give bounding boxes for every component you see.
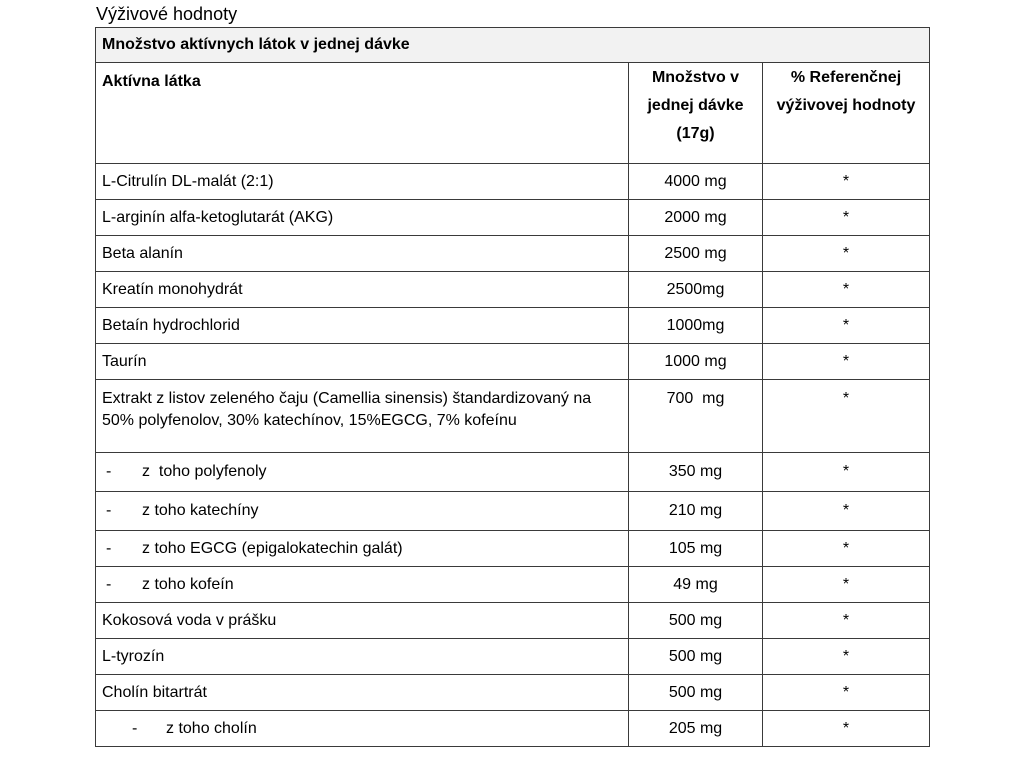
table-row (96, 531, 930, 567)
sub-item-dash: - (106, 539, 112, 557)
substance-amount: 2000 mg (629, 200, 763, 236)
reference-value: * (763, 200, 930, 236)
sub-item-dash: - (106, 575, 112, 593)
table-row (96, 453, 930, 492)
reference-value: * (763, 164, 930, 200)
table-row (96, 200, 930, 236)
substance-name: Cholín bitartrát (96, 675, 629, 711)
substance-amount: 2500mg (629, 272, 763, 308)
substance-name: L-arginín alfa-ketoglutarát (AKG) (96, 200, 629, 236)
reference-value: * (763, 711, 930, 747)
table-row (96, 308, 930, 344)
reference-value: * (763, 639, 930, 675)
table-row (96, 236, 930, 272)
reference-value: * (763, 603, 930, 639)
table-row (96, 380, 930, 453)
substance-name: Extrakt z listov zeleného čaju (Camellia sinensis) štandardizovaný na 50% polyfenolov, 30% katechínov, 15%EGCG, 7% kofeínu (96, 380, 629, 453)
reference-value: * (763, 272, 930, 308)
sub-item-dash: - (132, 719, 138, 737)
substance-amount: 700 mg (629, 380, 763, 453)
substance-amount: 49 mg (629, 567, 763, 603)
table-row (96, 344, 930, 380)
substance-name: Betaín hydrochlorid (96, 308, 629, 344)
table-row (96, 675, 930, 711)
substance-sub-item (96, 492, 629, 531)
table-row (96, 492, 930, 531)
substance-amount: 205 mg (629, 711, 763, 747)
substance-name: z toho katechíny (142, 502, 259, 519)
substance-sub-item (96, 453, 629, 492)
reference-value: * (763, 567, 930, 603)
page-title: Výživové hodnoty (96, 4, 238, 24)
substance-amount: 1000mg (629, 308, 763, 344)
sub-item-dash: - (106, 463, 112, 480)
table-row (96, 603, 930, 639)
table-row (96, 567, 930, 603)
substance-amount: 500 mg (629, 639, 763, 675)
substance-name: Kokosová voda v prášku (96, 603, 629, 639)
table-row (96, 711, 930, 747)
table-title: Množstvo aktívnych látok v jednej dávke (96, 28, 930, 63)
table-header-row (96, 63, 930, 164)
column-header-substance: Aktívna látka (96, 63, 629, 164)
table-row (96, 164, 930, 200)
table-row (96, 272, 930, 308)
substance-name: L-tyrozín (96, 639, 629, 675)
table-row (96, 639, 930, 675)
substance-name: z toho EGCG (epigalokatechin galát) (142, 539, 403, 557)
substance-sub-item (96, 711, 629, 747)
column-header-reference: % Referenčnej výživovej hodnoty (763, 63, 930, 164)
reference-value: * (763, 344, 930, 380)
substance-amount: 500 mg (629, 675, 763, 711)
substance-sub-item (96, 567, 629, 603)
sub-item-dash: - (106, 502, 112, 519)
reference-value: * (763, 675, 930, 711)
column-header-amount: Množstvo v jednej dávke (17g) (629, 63, 763, 164)
substance-amount: 210 mg (629, 492, 763, 531)
substance-name: Kreatín monohydrát (96, 272, 629, 308)
substance-name: L-Citrulín DL-malát (2:1) (96, 164, 629, 200)
substance-name: z toho kofeín (142, 575, 234, 593)
reference-value: * (763, 236, 930, 272)
substance-amount: 350 mg (629, 453, 763, 492)
substance-sub-item (96, 531, 629, 567)
table-title-row (96, 28, 930, 63)
substance-name: Taurín (96, 344, 629, 380)
substance-name: Beta alanín (96, 236, 629, 272)
reference-value: * (763, 308, 930, 344)
reference-value: * (763, 531, 930, 567)
substance-amount: 4000 mg (629, 164, 763, 200)
reference-value: * (763, 492, 930, 531)
nutrition-table (95, 27, 930, 747)
substance-amount: 500 mg (629, 603, 763, 639)
reference-value: * (763, 380, 930, 453)
substance-amount: 2500 mg (629, 236, 763, 272)
reference-value: * (763, 453, 930, 492)
substance-amount: 105 mg (629, 531, 763, 567)
substance-amount: 1000 mg (629, 344, 763, 380)
substance-name: z toho polyfenoly (142, 463, 267, 480)
substance-name: z toho cholín (166, 719, 257, 737)
